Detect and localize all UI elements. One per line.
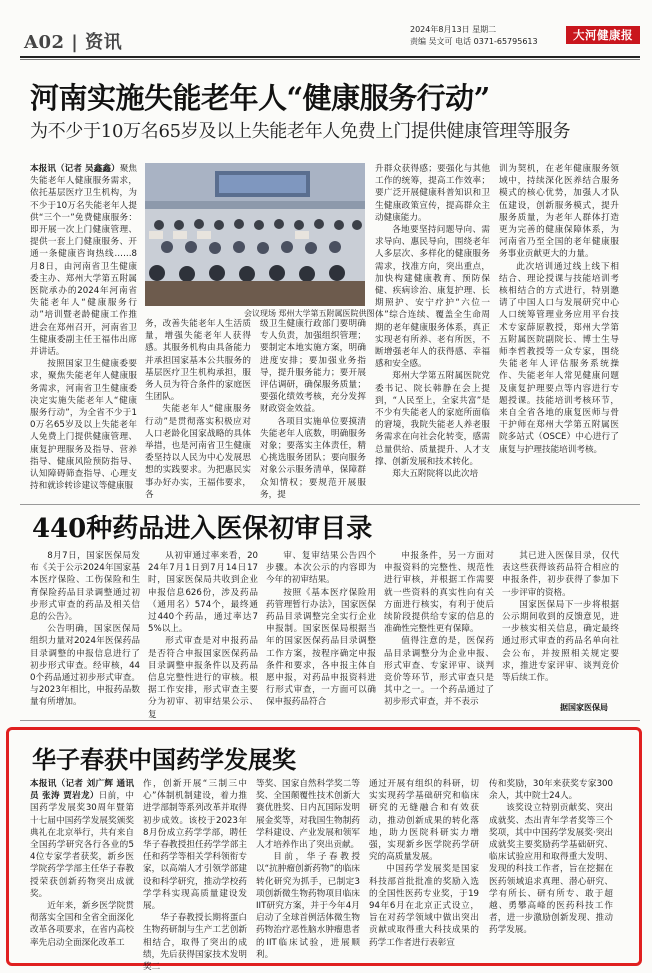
- paragraph-text: 其已进入医保目录，仅代表这些获得该药品符合相应的申报条件，初步获得了参加下一步评审的资格。: [502, 551, 619, 598]
- article2-column-5: [502, 550, 619, 700]
- paragraph-text: 训为契机，在老年健康服务领域中，持续深化医养结合服务模式的核心优势，加强人才队伍建设，创新服务模式，提升服务质量，为老年人群体打造更为完善的健康保障体系，为河南省乃至全国的老年健康服务事业贡献更大的力量。: [499, 164, 619, 260]
- issue-meta: [410, 24, 560, 48]
- article1-column-4: [375, 163, 490, 503]
- paragraph-text: 各项目实施单位要摸清失能老年人底数，明确服务对象；要落实主体责任，精心挑选服务团队；要向服务对象公示服务清单，保障群众知情权；要规范开展服务，提: [260, 416, 366, 500]
- paragraph: [375, 163, 490, 224]
- paragraph-text: 形式审查是对申报药品是否符合申报国家医保药品目录调整申报条件以及药品信息完整性进行的审核。根据工作安排，形式审查主要分为初审、初审结果公示、复: [148, 636, 258, 720]
- paragraph: [143, 778, 247, 912]
- masthead-logo: 大河健康报: [566, 26, 640, 44]
- article1-photo: [145, 163, 365, 306]
- article3-column-5: [489, 778, 613, 960]
- paragraph-text: 聚焦失能老年人健康服务需求，依托基层医疗卫生机构，为不少于10万名失能老年人提供“三个一”免费健康服务：即开展一次上门健康管理、提供一套上门健康服务、开通一条健康咨询热线……8月8日，由河南省卫生健康委主办、郑州大学第五附属医院承办的2024年河南省失能老年人“健康服务行动”培训暨老龄健康工作推进会在郑州召开，河南省卫生健康委副主任王福伟出席并讲话。: [30, 164, 137, 358]
- paragraph: [30, 550, 140, 623]
- paragraph-text: 公告明确，国家医保局组织力量对2024年医保药品目录调整的申报信息进行了初步形式审查。经审核，440个药品通过初步形式审查。与2023年相比，申报药品数量有所增加。: [30, 624, 140, 708]
- paragraph: [30, 900, 134, 949]
- paragraph: [375, 370, 490, 468]
- paragraph-text: 此次培训通过线上线下相结合、理论授课与技能培训考核相结合的方式进行，特别邀请了中国人口与发展研究中心人口统筹管理业务应用平台技术专家薛原教授，郑州大学第五附属医院副院长、博士生导师李哲教授等一众专家，围绕失能老年人评估服务系统操作、失能老年人常见健康问题及康复护理要点等内容进行专题授课。技能培训考核环节，来自全省各地的康复医师与骨干护师在郑州大学第五附属医院多站式（OSCE）中心进行了康复与护理技能培训考核。: [499, 261, 619, 455]
- paragraph: [30, 163, 137, 358]
- page-header: [0, 0, 652, 62]
- paragraph-text: 该奖设立特别贡献奖、突出成就奖、杰出青年学者奖等三个奖项，其中中国药学发展奖·突出成就奖主要奖励药学基础研究、临床试验应用和取得重大发明、发现的科技工作者，旨在挖掘在医药领域追求真理、潜心研究、学有所长、研有所专、敢于超越、勇攀高峰的医药科技工作者，进一步激励创新发现、推动药学发展。: [489, 803, 613, 936]
- article1-headline: 河南实施失能老年人“健康服务行动”: [30, 81, 490, 115]
- paragraph: [369, 778, 479, 863]
- article3-column-4: [369, 778, 479, 960]
- article2-column-2: [148, 550, 258, 718]
- header-rule: [20, 56, 640, 58]
- paragraph: [266, 550, 376, 587]
- paragraph: [145, 403, 251, 501]
- article3-column-3: [256, 778, 360, 960]
- article1-column-1: [30, 163, 137, 503]
- paragraph-text: 按照《基本医疗保险用药管理暂行办法》，国家医保药品目录调整完全实行企业申报制。国家医保局根据当年的国家医保药品目录调整工作方案，按程序确定申报条件和要求，各申报主体自愿申报，对药品申报资料进行形式审查，一方面可以确保申报药品符合: [266, 587, 376, 708]
- article2-column-4: [384, 550, 494, 718]
- paragraph: [256, 851, 360, 961]
- paragraph-text: 值得注意的是，医保药品目录调整分为企业申报、形式审查、专家评审、谈判竞价等环节，形式审查只是其中之一。一个药品通过了初步形式审查，并不表示: [384, 636, 494, 708]
- paragraph-text: 8月7日，国家医保局发布《关于公示2024年国家基本医疗保险、工伤保险和生育保险药品目录调整通过初步形式审查的药品及相关信息的公告》。: [30, 551, 140, 623]
- paragraph-text: 审、复审结果公告四个步骤。本次公示的内容即为今年的初审结果。: [266, 551, 376, 586]
- paragraph: [143, 912, 247, 973]
- byline: 本报讯（记者 吴鑫鑫）: [30, 164, 120, 174]
- paragraph-text: 通过开展有组织的科研，切实实现药学基础研究和临床研究的无缝融合和有效获动，推动创新成果的转化落地，助力医院科研实力增强，实现新乡医学院药学研究的高质量发展。: [369, 779, 479, 863]
- article1-column-3: [260, 318, 366, 502]
- header-rule-thin: [20, 59, 640, 60]
- paragraph-text: 传和奖励，30年来获奖专家300余人，其中院士24人。: [489, 779, 613, 802]
- paragraph: [384, 550, 494, 635]
- article2-source: 据国家医保局: [560, 703, 608, 712]
- paragraph: [499, 163, 619, 261]
- paragraph-text: 申报条件，另一方面对申报资料的完整性、规范性进行审核，并根据工作需要就一些资料的真实性向有关方面进行核实，有利于使后续阶段提供给专家的信息的准确性完整性更有保障。: [384, 551, 494, 635]
- paragraph-text: 各地要坚持问题导向、需求导向、惠民导向，围绕老年人多层次、多样化的健康服务需求，找准方向，突出重点，加快构建健康教育、预防保健、疾病诊治、康复护理、长期照护、安宁疗护“六位一体”综合连续、覆盖全生命周期的老年健康服务体系，真正实现老有所养、老有所医，不断增强老年人的获得感、幸福感和安全感。: [375, 225, 490, 370]
- paragraph: [30, 623, 140, 708]
- paragraph-text: 失能老年人“健康服务行动”是贯彻落实积极应对人口老龄化国家战略的具体举措，也是河南省卫生健康委坚持以人民为中心发展思想的实践要求。为把惠民实事办好办实，王福伟要求，各: [145, 404, 251, 500]
- paragraph-text: 国家医保局下一步将根据公示期间收到的反馈意见，进一步核实相关信息，确定最终通过形式审查的药品名单向社会公布，并按照相关规定要求，推进专家评审、谈判竞价等后续工作。: [502, 599, 619, 684]
- paragraph-text: 日前，中国药学发展奖30周年暨第十七届中国药学发展奖颁奖典礼在北京举行，共有来自全国药学研究各行各业的54位专家学者获奖，新乡医学院药学学部主任华子春教授荣获创新药物突出成就奖。: [30, 791, 134, 899]
- paragraph: [369, 863, 479, 948]
- paragraph: [30, 778, 134, 900]
- paragraph-text: 作，创新开展“三制三中心”体制机制建设，着力推进学部制等系列改革并取得初步成效。该校于2023年8月份成立药学学部，聘任华子春教授担任药学学部主任和药学等相关学科领衔专家，以高端人才引领学部建设和科学研究，推动学校药学学科实现高质量建设发展。: [143, 779, 247, 912]
- paragraph-text: 按照国家卫生健康委要求，聚焦失能老年人健康服务需求，河南省卫生健康委决定实施失能老年人“健康服务行动”，为全省不少于10万名65岁及以上失能老年人免费上门提供健康管理、康复护理服务及指导、营养指导、健康风险预防指导、认知障碍筛查指导、心理支持和就诊转诊建议等健康服: [30, 359, 137, 492]
- article3-column-2: [143, 778, 247, 973]
- paragraph-text: 目前，华子春教授以“抗肿瘤创新药物”的临床转化研究为抓手，已制定3项创新微生物药物项目临床IIT研究方案，并于今年4月启动了全球首例活体微生物药物治疗恶性脑水肿瘤患者的IIT临床试验，进展顺利。: [256, 852, 360, 960]
- paragraph-text: 级卫生健康行政部门要明确专人负责，加强组织管理；要制定本地实施方案，明确进度安排；要加强业务指导，提升服务能力；要开展评估调研，确保服务质量；要强化绩效考核，充分发挥财政资金效益。: [260, 319, 366, 415]
- article2-column-1: [30, 550, 140, 718]
- paragraph: [502, 599, 619, 684]
- paragraph: [489, 802, 613, 936]
- paragraph: [256, 778, 360, 851]
- section-divider-1: [20, 504, 640, 505]
- paragraph-text: 华子春教授长期将蛋白生物药研制与生产工艺创新相结合，取得了突出的成绩，先后获得国家技术发明奖二: [143, 913, 247, 973]
- issue-date: 2024年8月13日 星期二: [410, 25, 497, 34]
- article3-column-1: [30, 778, 134, 960]
- article1-column-5: [499, 163, 619, 503]
- paragraph: [375, 468, 490, 480]
- paragraph: [148, 550, 258, 635]
- paragraph-text: 中国药学发展奖是国家科技部首批批准的奖励入选的全国性医药专业奖，于1994年6月在北京正式设立，旨在对药学领域中做出突出贡献或取得重大科技成果的药学工作者进行表彰宣: [369, 864, 479, 948]
- paragraph: [148, 635, 258, 720]
- page-section-label: A02 | 资讯: [24, 32, 123, 53]
- paragraph-text: 从初审通过率来看，2024年7月1日到7月14日17时，国家医保局共收到企业申报信息626份，涉及药品（通用名）574个，最终通过440个药品，通过率达75%以上。: [148, 551, 258, 635]
- paragraph: [266, 587, 376, 709]
- paragraph-text: 升群众获得感；要强化与其他工作的统筹，提高工作效率；要广泛开展健康科普知识和卫生健康政策宣传，提高群众主动健康能力。: [375, 164, 490, 223]
- paragraph: [30, 358, 137, 492]
- paragraph: [145, 318, 251, 403]
- article2-column-3: [266, 550, 376, 718]
- conference-photo-image: [145, 163, 365, 306]
- paragraph-text: 等奖、国家自然科学奖二等奖、全国颠覆性技术创新大赛优胜奖、日内瓦国际发明展金奖等，对我国生物制药学科建设、产业发展和领军人才培养作出了突出贡献。: [256, 779, 360, 851]
- byline: 本报讯（记者 刘广辉 通讯员 张涛 贾岩龙）: [30, 779, 134, 802]
- paragraph: [489, 778, 613, 802]
- article2-headline: 440种药品进入医保初审目录: [32, 514, 373, 544]
- paragraph-text: 郑州大学第五附属医院党委书记、院长韩静在会上提到，“人民至上，全家共富”是不少有失能老人的家庭所面临的窘境，我院失能老人养老服务需求在向社会化转变，感需总量供给、质量提升、人才支撑、创新发展和技术转化。: [375, 371, 490, 467]
- paragraph: [499, 261, 619, 456]
- paragraph-text: 近年来，新乡医学院贯彻落实全国和全省全面深化改革各项要求，在省内高校率先启动全面深化改革工: [30, 901, 134, 948]
- paragraph: [502, 550, 619, 599]
- article3-headline: 华子春获中国药学发展奖: [32, 745, 296, 774]
- section-divider-2: [20, 720, 640, 721]
- article1-column-2: [145, 318, 251, 502]
- paragraph: [260, 318, 366, 416]
- paragraph-text: 务，改善失能老年人生活质量，增强失能老年人获得感。其服务机构由具备能力并承担国家基本公共服务的基层医疗卫生机构承担，服务人员为符合条件的家庭医生团队。: [145, 319, 251, 403]
- paragraph: [384, 635, 494, 708]
- article1-photo-caption: 会议现场 郑州大学第五附属医院供图: [244, 309, 375, 318]
- paragraph-text: 郑大五附院将以此次培: [392, 469, 479, 480]
- editor-contact: 责编 吴文可 电话 0371-65795613: [410, 37, 538, 46]
- article1-subheadline: 为不少于10万名65岁及以上失能老年人免费上门提供健康管理等服务: [30, 121, 571, 142]
- paragraph: [260, 416, 366, 501]
- paragraph: [375, 224, 490, 370]
